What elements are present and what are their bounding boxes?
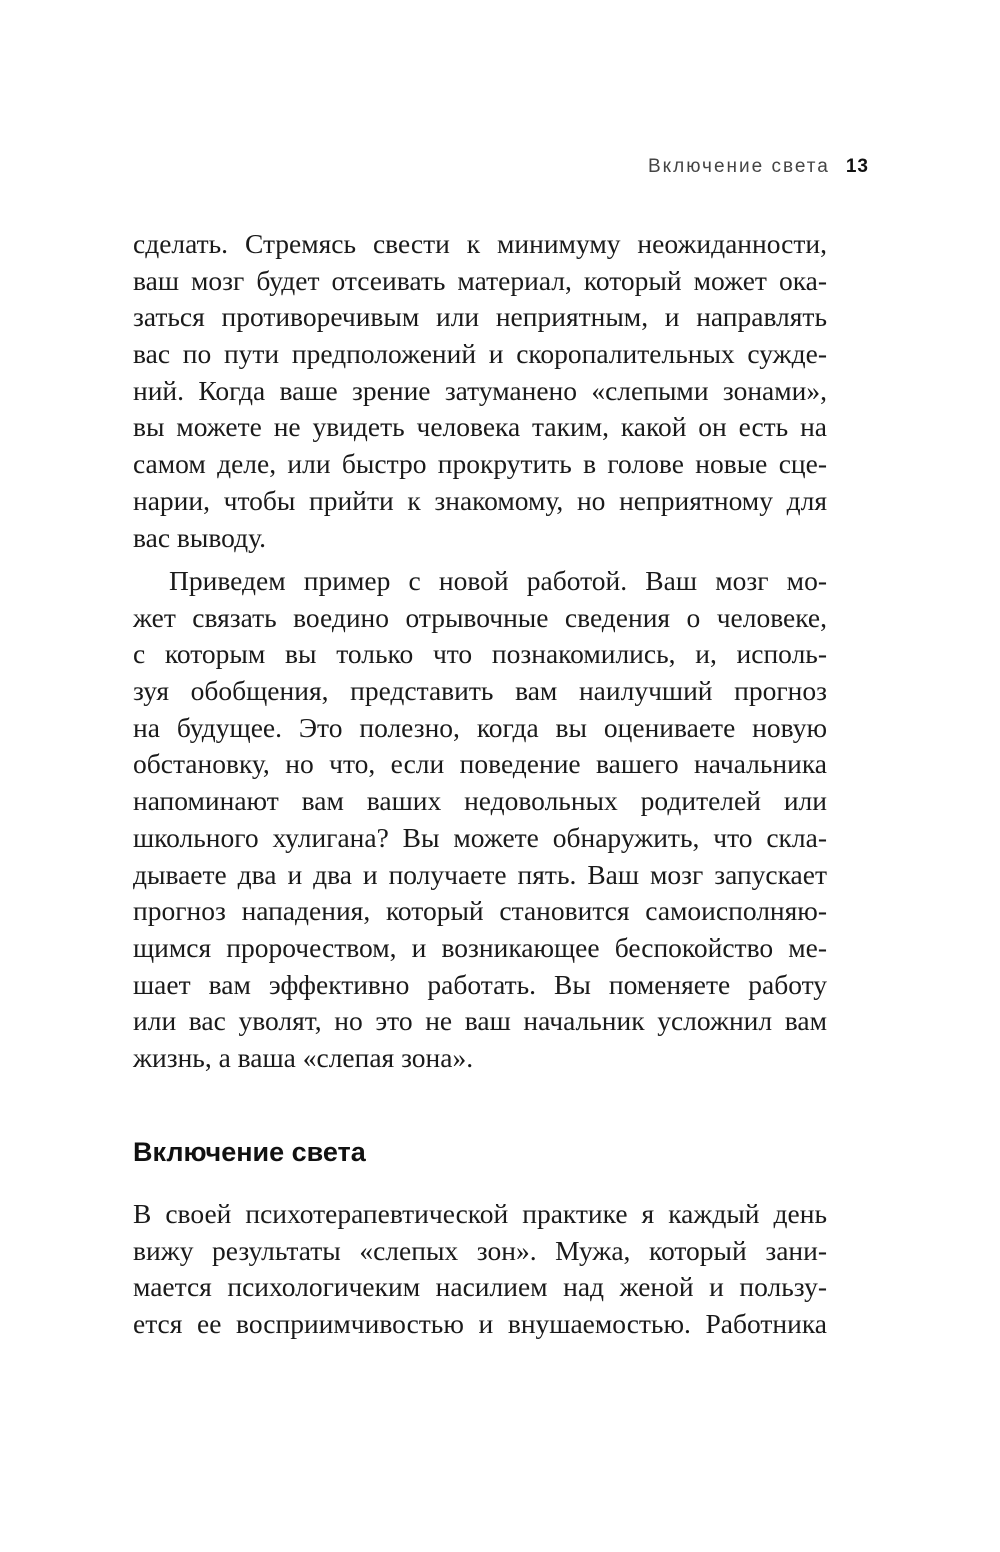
text-line: вас выводу.	[133, 521, 266, 553]
text-line: зуя обобщения, представить вам наилучший прогноз	[133, 675, 827, 707]
text-line: мается психологичеким насилием над женой и пользу-	[133, 1271, 827, 1303]
text-line: самом деле, или быстро прокрутить в голове новые сце-	[133, 448, 827, 480]
text-line: на будущее. Это полезно, когда вы оцениваете новую	[133, 711, 827, 743]
text-line: напоминают вам ваших недовольных родителей или	[133, 785, 827, 817]
running-title: Включение света	[647, 156, 830, 177]
paragraph-2	[133, 563, 827, 1077]
text-line: с которым вы только что познакомились, и, исполь-	[133, 638, 827, 670]
text-line: сделать. Стремясь свести к минимуму неожиданности,	[133, 228, 827, 259]
text-line: нарии, чтобы прийти к знакомому, но неприятному для	[133, 484, 827, 516]
text-line: заться противоречивым или неприятным, и направлять	[133, 301, 827, 333]
text-line: Приведем пример с новой работой. Ваш мозг мо-	[169, 565, 827, 596]
text-line: или вас уволят, но это не ваш начальник усложнил вам	[133, 1005, 827, 1037]
section-heading: Включение света	[133, 1137, 366, 1167]
text-line: ний. Когда ваше зрение затуманено «слепыми зонами»,	[133, 374, 827, 406]
text-line: школьного хулигана? Вы можете обнаружить, что скла-	[133, 821, 827, 853]
text-line: вы можете не увидеть человека таким, какой он есть на	[133, 411, 827, 443]
text-line: жизнь, а ваша «слепая зона».	[133, 1041, 474, 1073]
paragraph-1	[133, 226, 827, 556]
text-line: прогноз нападения, который становится самоисполняю-	[133, 895, 827, 927]
text-line: вижу результаты «слепых зон». Мужа, который зани-	[133, 1234, 827, 1266]
text-line: ваш мозг будет отсеивать материал, который может ока-	[133, 264, 827, 296]
text-line: жет связать воедино отрывочные сведения о человеке,	[133, 601, 827, 633]
text-line: вас по пути предположений и скоропалительных сужде-	[133, 338, 827, 370]
text-line: обстановку, но что, если поведение вашего начальника	[133, 748, 827, 780]
text-line: ется ее восприимчивостью и внушаемостью. Работника	[133, 1308, 827, 1340]
text-line: шает вам эффективно работать. Вы поменяете работу	[133, 968, 827, 1000]
text-line: щимся пророчеством, и возникающее беспокойство ме-	[133, 931, 827, 963]
running-header	[648, 156, 869, 178]
page-number: 13	[845, 156, 869, 177]
text-line: дываете два и два и получаете пять. Ваш мозг запускает	[133, 858, 827, 890]
paragraph-3	[133, 1196, 827, 1343]
text-line: В своей психотерапевтической практике я каждый день	[133, 1198, 827, 1229]
